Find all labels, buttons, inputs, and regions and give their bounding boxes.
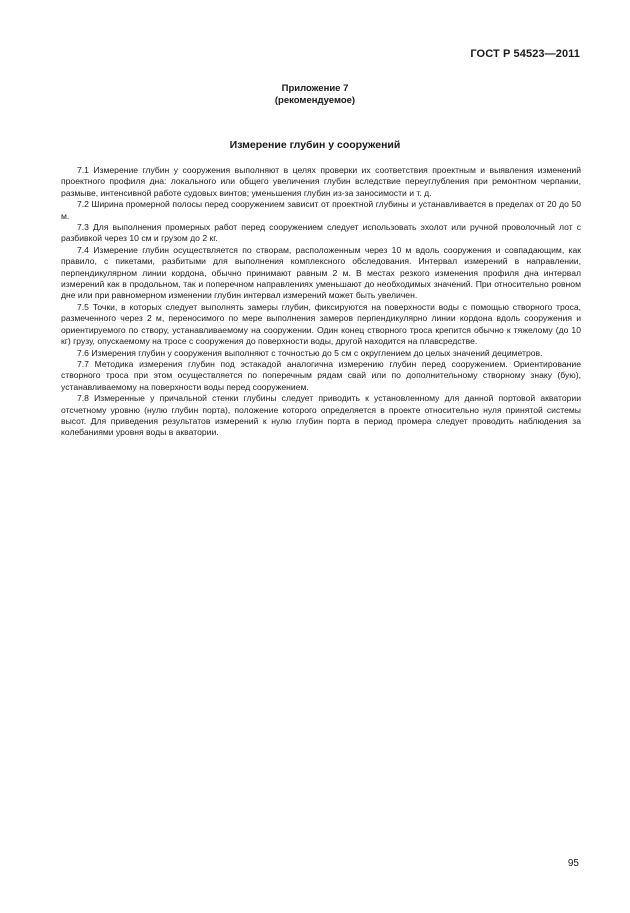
paragraph-7-1: 7.1 Измерение глубин у сооружения выполняют в целях проверки их соответствия проектным и выявления изменений проектного профиля дна: локального или общего увеличения глубин вследствие переуглубления при ремонтном черпании, размыве, интенсивной работе судовых винтов; уменьшения глубин из-за заносимости и т. д.	[61, 165, 581, 198]
paragraph-7-8: 7.8 Измеренные у причальной стенки глубины следует приводить к установленному для данной портовой акватории отсчетному уровню (нулю глубин порта), положение которого определяется в проекте относительно нуля принятой системы высот. Для приведения результатов измерений к нулю глубин порта в период промера следует проводить наблюдения за колебаниями уровня воды в акватории.	[61, 393, 581, 438]
paragraph-7-7: 7.7 Методика измерения глубин под эстакадой аналогична измерению глубин перед сооружением. Ориентирование створного троса при этом осуществляется по поперечным рядам свай или по дополнительному створному знаку (бую), устанавливаемому на поверхности воды перед сооружением.	[61, 358, 581, 392]
paragraph-7-3: 7.3 Для выполнения промерных работ перед сооружением следует использовать эхолот или ручной проволочный лот с разбивкой через 10 см и грузом до 2 кг.	[61, 222, 581, 244]
paragraph-7-4: 7.4 Измерение глубин осуществляется по створам, расположенным через 10 м вдоль сооружения и совпадающим, как правило, с пикетами, разбитыми для выполнения комплексного обследования. Интервал измерений в направлении, перпендикулярном линии кордона, обычно принимают равным 2 м. В местах резкого изменения профиля дна интервал измерений как в продольном, так и поперечном направлениях уменьшают до необходимых значений. При относительно ровном дне или при равномерном изменении глубин интервал измерений может быть увеличен.	[61, 244, 581, 301]
paragraph-7-5: 7.5 Точки, в которых следует выполнять замеры глубин, фиксируются на поверхности воды с помощью створного троса, размеченного через 2 м, переносимого по мере выполнения замеров перпендикулярно линии кордона вдоль сооружения и ориентируемого по створу, устанавливаемому на сооружении. Один конец створного троса крепится обычно к тяжелому (до 10 кг) грузу, опускаемому на тросе с сооружения до поверхности воды, другой находится на плавсредстве.	[61, 301, 581, 347]
body-text	[61, 165, 581, 439]
section-title: Измерение глубин у сооружений	[229, 139, 401, 151]
page-number: 95	[567, 858, 579, 869]
standard-code: ГОСТ Р 54523—2011	[470, 48, 580, 60]
paragraph-7-6: 7.6 Измерения глубин у сооружения выполняют с точностью до 5 см с округлением до целых значений дециметров.	[77, 347, 543, 358]
annex-subtitle: (рекомендуемое)	[274, 95, 356, 106]
paragraph-7-2: 7.2 Ширина промерной полосы перед сооружением зависит от проектной глубины и устанавливается в пределах от 20 до 50 м.	[61, 199, 581, 221]
annex-heading	[0, 83, 630, 107]
annex-title: Приложение 7	[281, 83, 349, 94]
